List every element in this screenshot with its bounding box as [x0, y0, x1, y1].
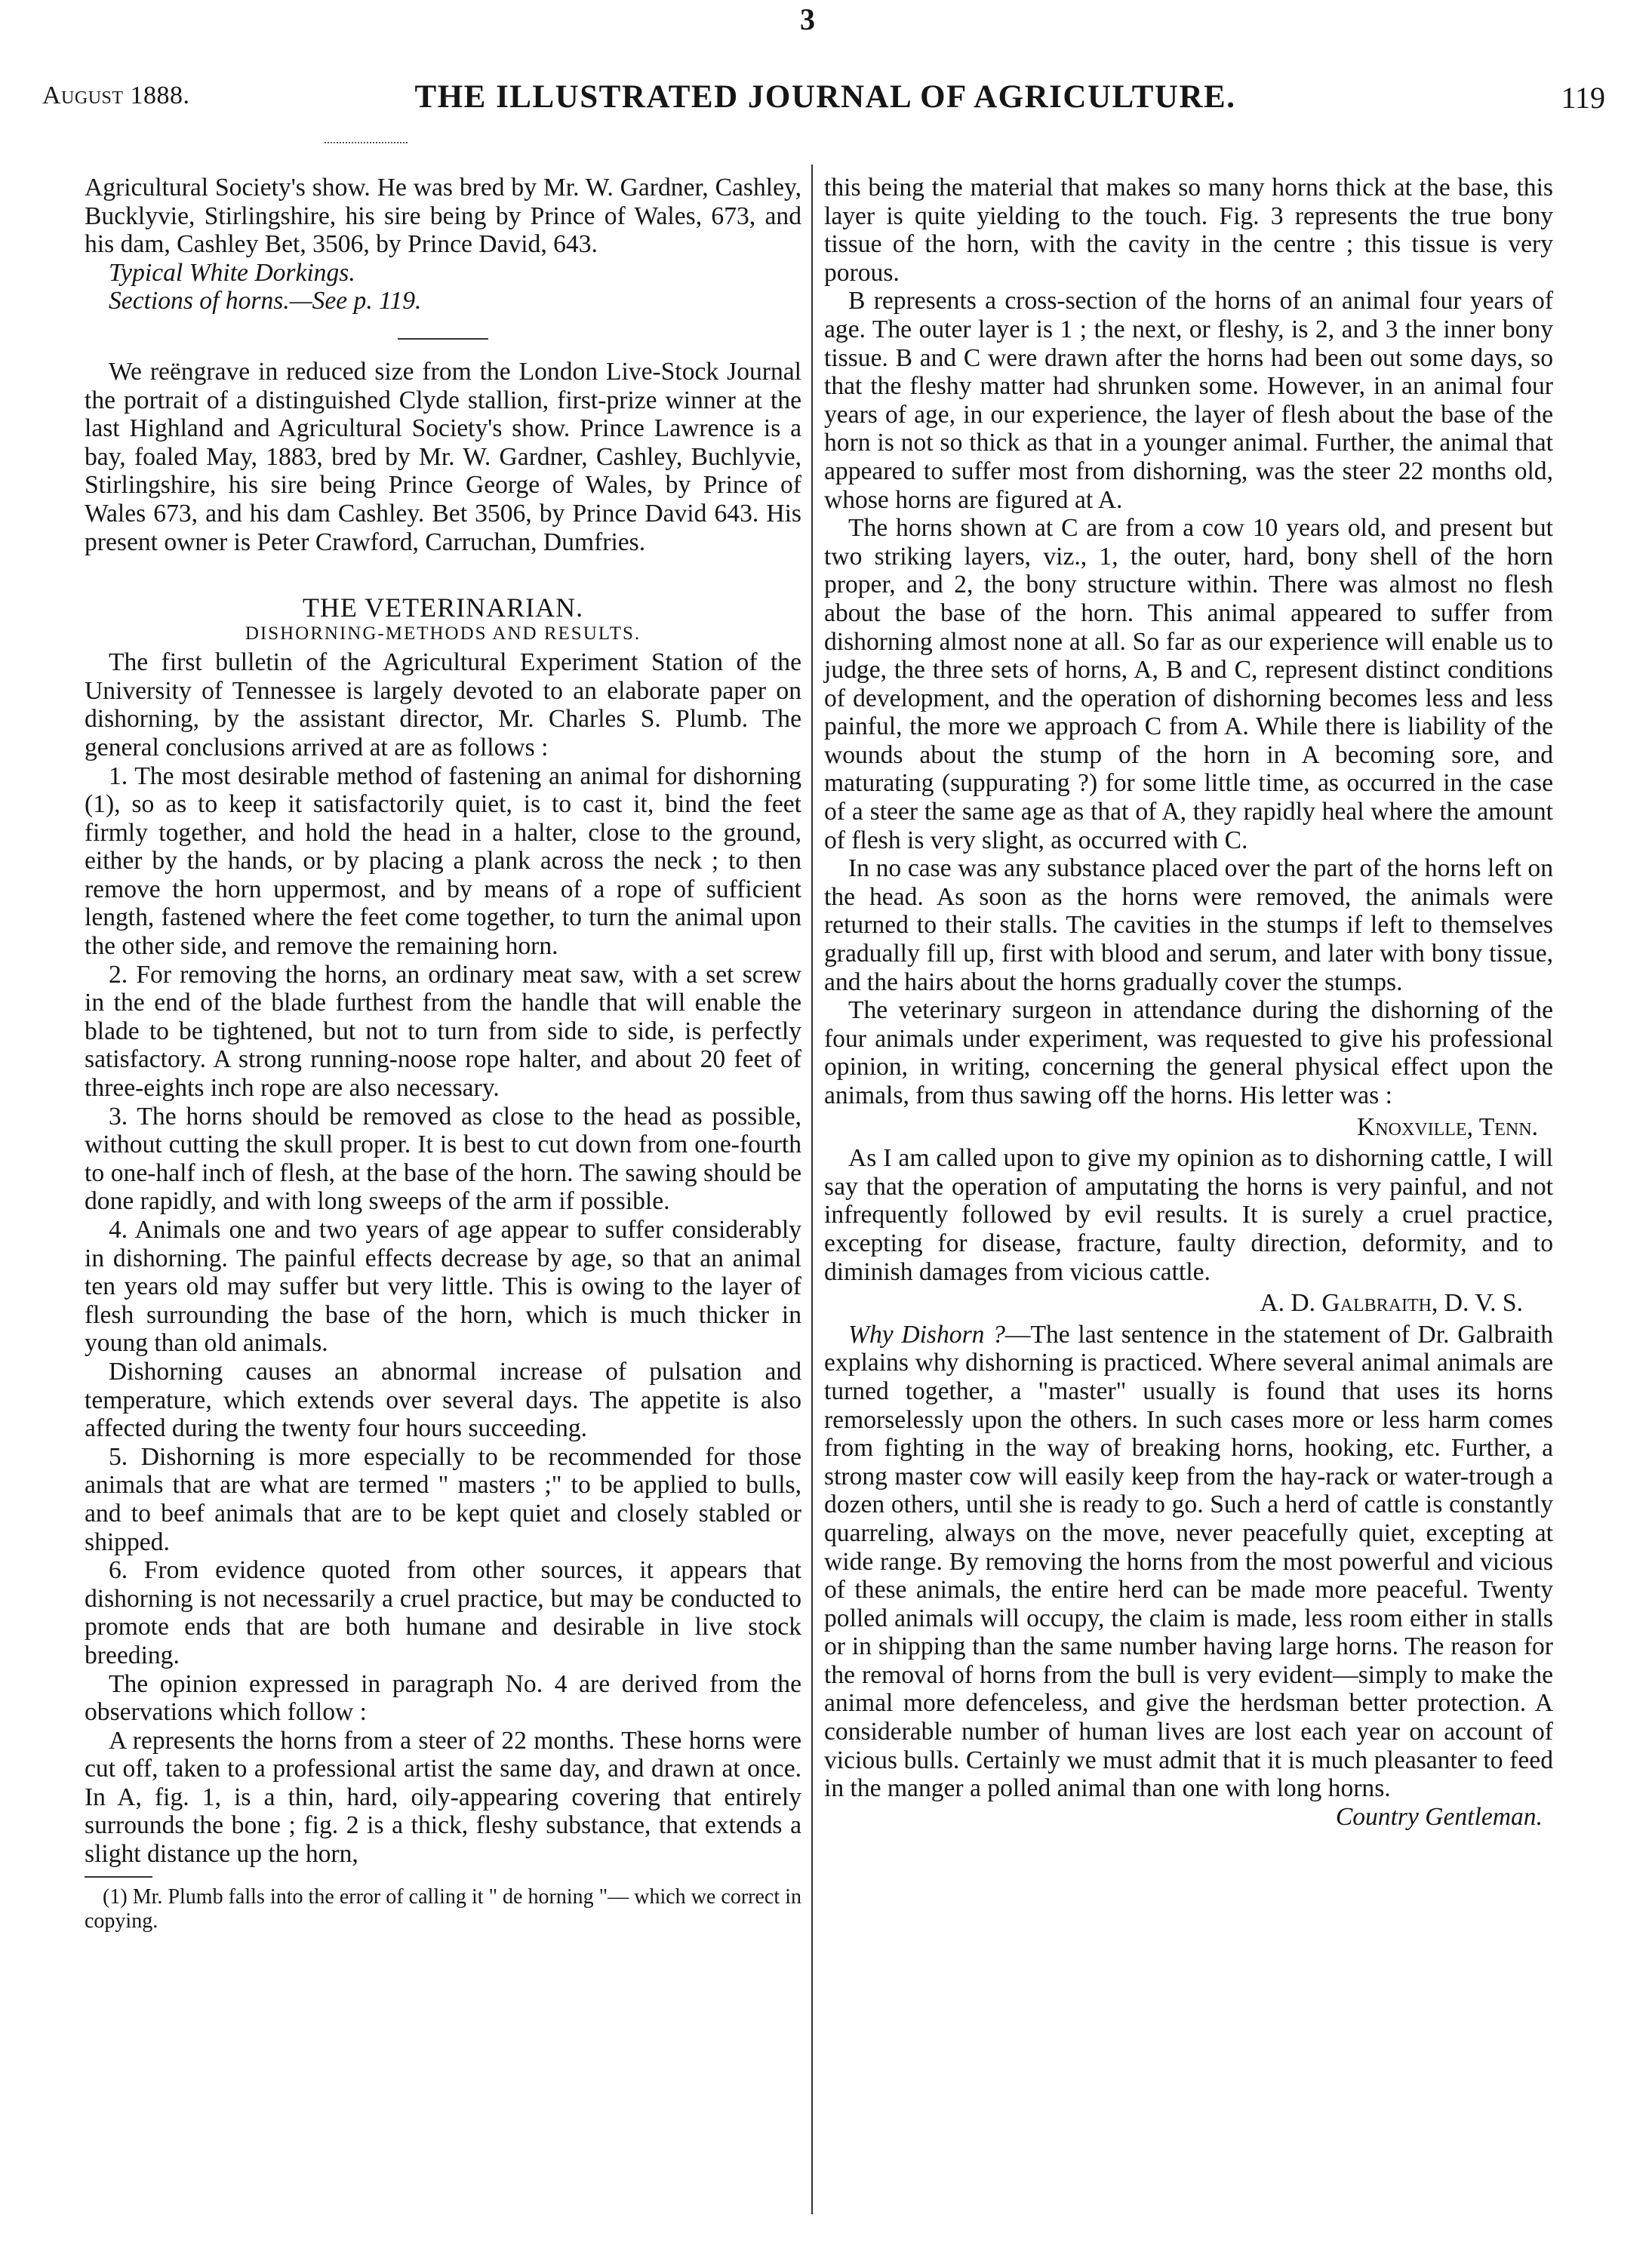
show-paragraph: Agricultural Society's show. He was bred by Mr. W. Gardner, Cashley, Bucklyvie, Stirlingshire, his sire being by Prince of Wales, 673, and his dam, Cashley Bet, 3506, by Prince David, 643. — [85, 174, 801, 259]
letter-place: Knoxville, Tenn. — [1357, 1112, 1538, 1141]
letter-body: As I am called upon to give my opinion as to dishorning cattle, I will say that the operation of amputating the horns is very painful, and not infrequently followed by evil results. It is surely a cruel practice, excepting for disease, fracture, faulty direction, deformity, and to diminish damages from vicious cattle. — [824, 1144, 1553, 1286]
stumps-paragraph: In no case was any substance placed over the part of the horns left on the head. As soon as the horns were removed, the animals were returned to their stalls. The cavities in the stumps if left to themselves gradually fill up, first with blood and serum, and later with bony tissue, and the hairs about the horns gradually cover the stumps. — [824, 854, 1553, 996]
section-subheading: DISHORNING-METHODS AND RESULTS. — [245, 623, 641, 645]
right-column — [824, 174, 1553, 1831]
conclusion-1: 1. The most desirable method of fastening an animal for dishorning (1), so as to keep it satisfactorily quiet, is to cast it, bind the feet firmly together, and hold the head in a halter, close to the ground, either by the hands, or by placing a plank across the neck ; to then remove the horn uppermost, and by means of a rope of sufficient length, fastened where the feet come together, to turn the animal upon the other side, and remove the remaining horn. — [85, 761, 801, 961]
footnote-rule — [85, 1876, 152, 1878]
page-mark: 3 — [800, 2, 815, 36]
header-dotted-rule — [325, 142, 408, 143]
section-heading: THE VETERINARIAN. — [302, 592, 584, 623]
veterinarian-paragraph: The veterinary surgeon in attendance during the dishorning of the four animals under experiment, was requested to give his professional opinion, in writing, concerning the general physical effect upon the animals, from thus sawing off the horns. His letter was : — [824, 996, 1553, 1109]
source-credit: Country Gentleman. — [1335, 1802, 1543, 1831]
section-rule — [398, 338, 488, 340]
opinion-paragraph: The opinion expressed in paragraph No. 4 are derived from the observations which follow : — [85, 1669, 801, 1727]
conclusion-5: 5. Dishorning is more especially to be recommended for those animals that are what are termed " masters ;" to be applied to bulls, and to beef animals that are to be kept quiet and closely stabled or shipped. — [85, 1442, 801, 1556]
conclusion-6: 6. From evidence quoted from other sources, it appears that dishorning is not necessarily a cruel practice, but may be conducted to promote ends that are both humane and desirable in live stock breeding. — [85, 1556, 801, 1669]
horns-c-paragraph: The horns shown at C are from a cow 10 years old, and present but two striking layers, viz., 1, the outer, hard, bony shell of the horn proper, and 2, the bony structure within. There was almost no flesh about the base of the horn. This animal appeared to suffer from dishorning almost none at all. So far as our experience will enable us to judge, the three sets of horns, A, B and C, represent distinct conditions of development, and the operation of dishorning becomes less and less painful, the more we approach C from A. While there is liability of the wounds about the stump of the horn in A becoming sore, and maturating (suppurating ?) for some little time, as occurred in the case of a steer the same age as that of A, they rapidly heal where the amount of flesh is very slight, as occurred with C. — [824, 514, 1553, 854]
caption-horns: Sections of horns.—See p. 119. — [109, 287, 422, 315]
issue-date: August 1888. — [42, 82, 190, 109]
footnote: (1) Mr. Plumb falls into the error of calling it " de horning "— which we correct in copying. — [85, 1884, 801, 1933]
continued-paragraph: this being the material that makes so many horns thick at the base, this layer is quite yielding to the touch. Fig. 3 represents the true bony tissue of the horn, with the cavity in the centre ; this tissue is very porous. — [824, 174, 1553, 287]
conclusion-3: 3. The horns should be removed as close to the head as possible, without cutting the skull proper. It is best to cut down from one-fourth to one-half inch of flesh, at the base of the horn. The sawing should be done rapidly, and with long sweeps of the arm if possible. — [85, 1102, 801, 1216]
why-dishorn-paragraph — [824, 1321, 1553, 1803]
left-column — [85, 174, 801, 1934]
page-header — [42, 75, 1608, 121]
horns-a-paragraph: A represents the horns from a steer of 22 months. These horns were cut off, taken to a professional artist the same day, and drawn at once. In A, fig. 1, is a thin, hard, oily-appearing covering that entirely surrounds the bone ; fig. 2 is a thick, fleshy substance, that extends a slight distance up the horn, — [85, 1726, 801, 1869]
letter-signature: A. D. Galbraith, D. V. S. — [1260, 1289, 1523, 1318]
page-number: 119 — [1561, 81, 1605, 115]
bulletin-paragraph: The first bulletin of the Agricultural Experiment Station of the University of Tennessee is largely devoted to an elaborate paper on dishorning, by the assistant director, Mr. Charles S. Plumb. The general conclusions arrived at are as follows : — [85, 648, 801, 761]
caption-dorkings: Typical White Dorkings. — [109, 258, 355, 287]
clyde-paragraph: We reëngrave in reduced size from the London Live-Stock Journal the portrait of a distinguished Clyde stallion, first-prize winner at the last Highland and Agricultural Society's show. Prince Lawrence is a bay, foaled May, 1883, bred by Mr. W. Gardner, Cashley, Buchlyvie, Stirlingshire, his sire being Prince George of Wales, by Prince of Wales 673, and his dam Cashley. Bet 3506, by Prince David 643. His present owner is Peter Crawford, Carruchan, Dumfries. — [85, 357, 801, 556]
conclusion-4b: Dishorning causes an abnormal increase of pulsation and temperature, which extends over several days. The appetite is also affected during the twenty four hours succeeding. — [85, 1357, 801, 1443]
why-dishorn-label: Why Dishorn ? — [848, 1320, 1005, 1349]
why-dishorn-text: —The last sentence in the statement of Dr. Galbraith explains why dishorning is practiced. Where several animal animals are turned together, a "master" usually is found that uses its horns remorselessly upon the others. In such cases more or less harm comes from fighting in the way of breaking horns, hooking, etc. Further, a strong master cow will easily keep from the hay-rack or water-trough a dozen others, until she is ready to go. Such a herd of cattle is constantly quarreling, always on the move, never peacefully quiet, excepting at wide range. By removing the horns from the most powerful and vicious of these animals, the entire herd can be made more peaceful. Twenty polled animals will occupy, the claim is made, less room either in stalls or in shipping than the same number having large horns. The reason for the removal of horns from the bull is very evident—simply to make the animal more defenceless, and give the herdsman better protection. A considerable number of human lives are lost each year on account of vicious bulls. Certainly we must admit that it is much pleasanter to feed in the manger a polled animal than one with long horns. — [824, 1320, 1553, 1803]
conclusion-2: 2. For removing the horns, an ordinary meat saw, with a set screw in the end of the blade furthest from the handle that will enable the blade to be tightened, but not to turn from side to side, is perfectly satisfactory. A strong running-noose rope halter, and about 20 feet of three-eights inch rope are also necessary. — [85, 960, 801, 1103]
horns-b-paragraph: B represents a cross-section of the horns of an animal four years of age. The outer layer is 1 ; the next, or fleshy, is 2, and 3 the inner bony tissue. B and C were drawn after the horns had been out some days, so that the fleshy matter had shrunken some. However, in an animal four years of age, in our experience, the layer of flesh about the base of the horn is not so thick as that in a younger animal. Further, the animal that appeared to suffer most from dishorning, was the steer 22 months old, whose horns are figured at A. — [824, 287, 1553, 514]
column-divider — [811, 165, 813, 2214]
journal-title: THE ILLUSTRATED JOURNAL OF AGRICULTURE. — [414, 79, 1236, 115]
conclusion-4: 4. Animals one and two years of age appear to suffer considerably in dishorning. The painful effects decrease by age, so that an animal ten years old may suffer but very little. This is owing to the layer of flesh surrounding the base of the horn, which is much thicker in young than old animals. — [85, 1216, 801, 1358]
